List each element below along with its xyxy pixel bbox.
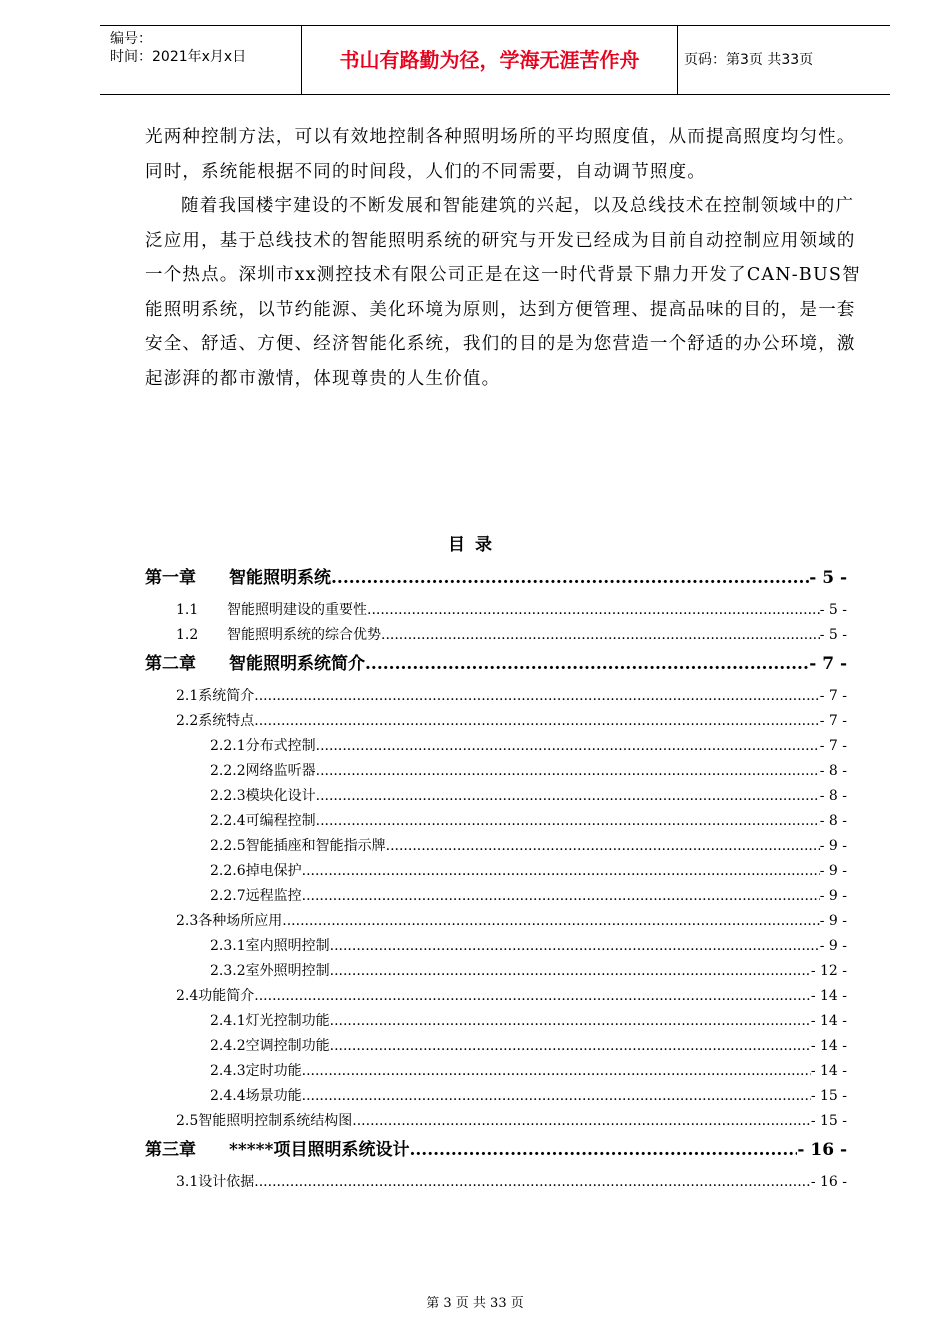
toc-page: - 9 - bbox=[819, 838, 847, 854]
header-meta bbox=[100, 26, 302, 94]
toc-label: 功能简介 bbox=[198, 988, 255, 1004]
toc-leader bbox=[316, 809, 820, 834]
toc-number: 2.4.1 bbox=[210, 1013, 246, 1029]
toc-leader bbox=[367, 598, 820, 623]
toc-page: - 7 - bbox=[819, 738, 847, 754]
toc-entry-subsection[interactable] bbox=[145, 1084, 847, 1109]
toc-leader bbox=[386, 834, 820, 859]
toc-leader bbox=[330, 934, 820, 959]
toc-label: 室外照明控制 bbox=[245, 963, 330, 979]
toc-entry-subsection[interactable] bbox=[145, 884, 847, 909]
toc-leader bbox=[302, 859, 820, 884]
toc-entry-section[interactable] bbox=[145, 984, 847, 1009]
code-label: 编号： bbox=[110, 31, 152, 47]
toc-number: 第一章 bbox=[145, 568, 196, 588]
toc-entry-subsection[interactable] bbox=[145, 1034, 847, 1059]
toc-page: - 5 - bbox=[819, 627, 847, 643]
toc-number: 3.1 bbox=[176, 1174, 199, 1190]
toc-page: - 14 - bbox=[810, 1013, 847, 1029]
toc-number: 2.2.7 bbox=[210, 888, 246, 904]
toc-page: - 7 - bbox=[819, 688, 847, 704]
toc-label: 智能照明系统的综合优势 bbox=[227, 627, 381, 643]
toc-label: 模块化设计 bbox=[245, 788, 316, 804]
toc-page: - 5 - bbox=[819, 602, 847, 618]
toc-number: 2.4.3 bbox=[210, 1063, 246, 1079]
toc-page: - 16 - bbox=[797, 1140, 847, 1160]
toc-entry-section[interactable] bbox=[145, 909, 847, 934]
toc-label: 设计依据 bbox=[198, 1174, 255, 1190]
toc-leader bbox=[254, 684, 819, 709]
toc-label: 智能照明系统简介 bbox=[229, 654, 365, 674]
header-page-info: 页码：第3页 共33页 bbox=[684, 52, 814, 68]
toc-leader bbox=[316, 784, 820, 809]
toc-page: - 9 - bbox=[819, 938, 847, 954]
toc-entry-subsection[interactable] bbox=[145, 959, 847, 984]
table-of-contents bbox=[145, 562, 847, 1195]
toc-page: - 12 - bbox=[810, 963, 847, 979]
toc-number: 2.3.1 bbox=[210, 938, 246, 954]
toc-number: 第三章 bbox=[145, 1140, 196, 1160]
toc-number: 2.2.5 bbox=[210, 838, 246, 854]
header-motto: 书山有路勤为径，学海无涯苦作舟 bbox=[302, 26, 678, 94]
toc-leader bbox=[316, 734, 820, 759]
toc-leader bbox=[331, 562, 809, 594]
toc-leader bbox=[316, 759, 820, 784]
toc-entry-subsection[interactable] bbox=[145, 859, 847, 884]
toc-label: *****项目照明系统设计 bbox=[229, 1140, 410, 1160]
toc-number: 2.2.1 bbox=[210, 738, 246, 754]
toc-page: - 9 - bbox=[819, 863, 847, 879]
toc-page: - 14 - bbox=[810, 1038, 847, 1054]
toc-leader bbox=[302, 1084, 811, 1109]
toc-entry-subsection[interactable] bbox=[145, 734, 847, 759]
toc-label: 掉电保护 bbox=[245, 863, 302, 879]
toc-label: 场景功能 bbox=[245, 1088, 302, 1104]
toc-number: 2.5 bbox=[176, 1113, 199, 1129]
toc-number: 2.4 bbox=[176, 988, 199, 1004]
toc-entry-subsection[interactable] bbox=[145, 934, 847, 959]
toc-page: - 5 - bbox=[809, 568, 847, 588]
paragraph: 光两种控制方法，可以有效地控制各种照明场所的平均照度值，从而提高照度均匀性。同时，系统能根据不同的时间段，人们的不同需要，自动调节照度。 bbox=[145, 127, 856, 182]
toc-entry-section[interactable] bbox=[145, 1170, 847, 1195]
toc-number: 1.1 bbox=[176, 602, 199, 618]
toc-label: 可编程控制 bbox=[245, 813, 316, 829]
toc-entry-subsection[interactable] bbox=[145, 809, 847, 834]
toc-page: - 15 - bbox=[810, 1113, 847, 1129]
toc-entry-section[interactable] bbox=[145, 598, 847, 623]
toc-entry-subsection[interactable] bbox=[145, 784, 847, 809]
toc-page: - 8 - bbox=[819, 813, 847, 829]
toc-label: 空调控制功能 bbox=[245, 1038, 330, 1054]
toc-leader bbox=[330, 959, 811, 984]
toc-number: 2.2.2 bbox=[210, 763, 246, 779]
toc-label: 室内照明控制 bbox=[245, 938, 330, 954]
toc-number: 2.4.2 bbox=[210, 1038, 246, 1054]
toc-label: 定时功能 bbox=[245, 1063, 302, 1079]
toc-leader bbox=[302, 884, 820, 909]
toc-number: 2.2.6 bbox=[210, 863, 246, 879]
toc-page: - 9 - bbox=[819, 913, 847, 929]
toc-label: 远程监控 bbox=[245, 888, 302, 904]
toc-label: 系统简介 bbox=[198, 688, 255, 704]
toc-page: - 9 - bbox=[819, 888, 847, 904]
toc-leader bbox=[254, 984, 811, 1009]
toc-entry-section[interactable] bbox=[145, 1109, 847, 1134]
toc-page: - 16 - bbox=[810, 1174, 847, 1190]
toc-number: 2.2.3 bbox=[210, 788, 246, 804]
toc-number: 1.2 bbox=[176, 627, 199, 643]
toc-page: - 7 - bbox=[819, 713, 847, 729]
toc-entry-chapter[interactable] bbox=[145, 562, 847, 594]
toc-page: - 14 - bbox=[810, 1063, 847, 1079]
toc-label: 各种场所应用 bbox=[198, 913, 283, 929]
toc-entry-subsection[interactable] bbox=[145, 759, 847, 784]
toc-leader bbox=[352, 1109, 811, 1134]
toc-entry-section[interactable] bbox=[145, 684, 847, 709]
toc-page: - 7 - bbox=[809, 654, 847, 674]
toc-label: 系统特点 bbox=[198, 713, 255, 729]
toc-leader bbox=[302, 1059, 811, 1084]
paragraph: 随着我国楼宇建设的不断发展和智能建筑的兴起，以及总线技术在控制领域中的广泛应用，基于总线技术的智能照明系统的研究与开发已经成为目前自动控制应用领域的一个热点。深圳市xx测控技术有限公司正是在这一时代背景下鼎力开发了CAN-BUS智能照明系统，以节约能源、美化环境为原则，达到方便管理、提高品味的目的，是一套安全、舒适、方便、经济智能化系统，我们的目的是为您营造一个舒适的办公环境，激起澎湃的都市激情，体现尊贵的人生价值。 bbox=[145, 196, 861, 389]
toc-leader bbox=[381, 623, 820, 648]
toc-leader bbox=[254, 709, 819, 734]
toc-page: - 15 - bbox=[810, 1088, 847, 1104]
toc-title: 目录 bbox=[448, 535, 502, 555]
toc-label: 灯光控制功能 bbox=[245, 1013, 330, 1029]
toc-leader bbox=[409, 1134, 797, 1166]
toc-label: 分布式控制 bbox=[245, 738, 316, 754]
body-text bbox=[145, 120, 865, 396]
toc-page: - 8 - bbox=[819, 788, 847, 804]
toc-label: 网络监听器 bbox=[245, 763, 316, 779]
toc-number: 2.4.4 bbox=[210, 1088, 246, 1104]
toc-leader bbox=[330, 1034, 811, 1059]
toc-leader bbox=[365, 648, 809, 680]
toc-label: 智能照明建设的重要性 bbox=[227, 602, 367, 618]
toc-number: 第二章 bbox=[145, 654, 196, 674]
toc-label: 智能插座和智能指示牌 bbox=[245, 838, 386, 854]
toc-number: 2.3.2 bbox=[210, 963, 246, 979]
toc-entry-subsection[interactable] bbox=[145, 834, 847, 859]
page-footer: 第 3 页 共 33 页 bbox=[426, 1296, 524, 1311]
toc-number: 2.2 bbox=[176, 713, 199, 729]
toc-page: - 8 - bbox=[819, 763, 847, 779]
date-label: 时间：2021年x月x日 bbox=[110, 49, 247, 65]
toc-leader bbox=[330, 1009, 811, 1034]
page-header bbox=[100, 25, 890, 95]
toc-number: 2.1 bbox=[176, 688, 199, 704]
toc-entry-subsection[interactable] bbox=[145, 1009, 847, 1034]
toc-page: - 14 - bbox=[810, 988, 847, 1004]
toc-leader bbox=[254, 1170, 811, 1195]
toc-entry-subsection[interactable] bbox=[145, 1059, 847, 1084]
toc-number: 2.2.4 bbox=[210, 813, 246, 829]
toc-entry-section[interactable] bbox=[145, 623, 847, 648]
toc-label: 智能照明系统 bbox=[229, 568, 331, 588]
toc-entry-chapter[interactable] bbox=[145, 648, 847, 680]
toc-entry-chapter[interactable] bbox=[145, 1134, 847, 1166]
toc-leader bbox=[282, 909, 819, 934]
toc-number: 2.3 bbox=[176, 913, 199, 929]
toc-entry-section[interactable] bbox=[145, 709, 847, 734]
toc-label: 智能照明控制系统结构图 bbox=[198, 1113, 353, 1129]
